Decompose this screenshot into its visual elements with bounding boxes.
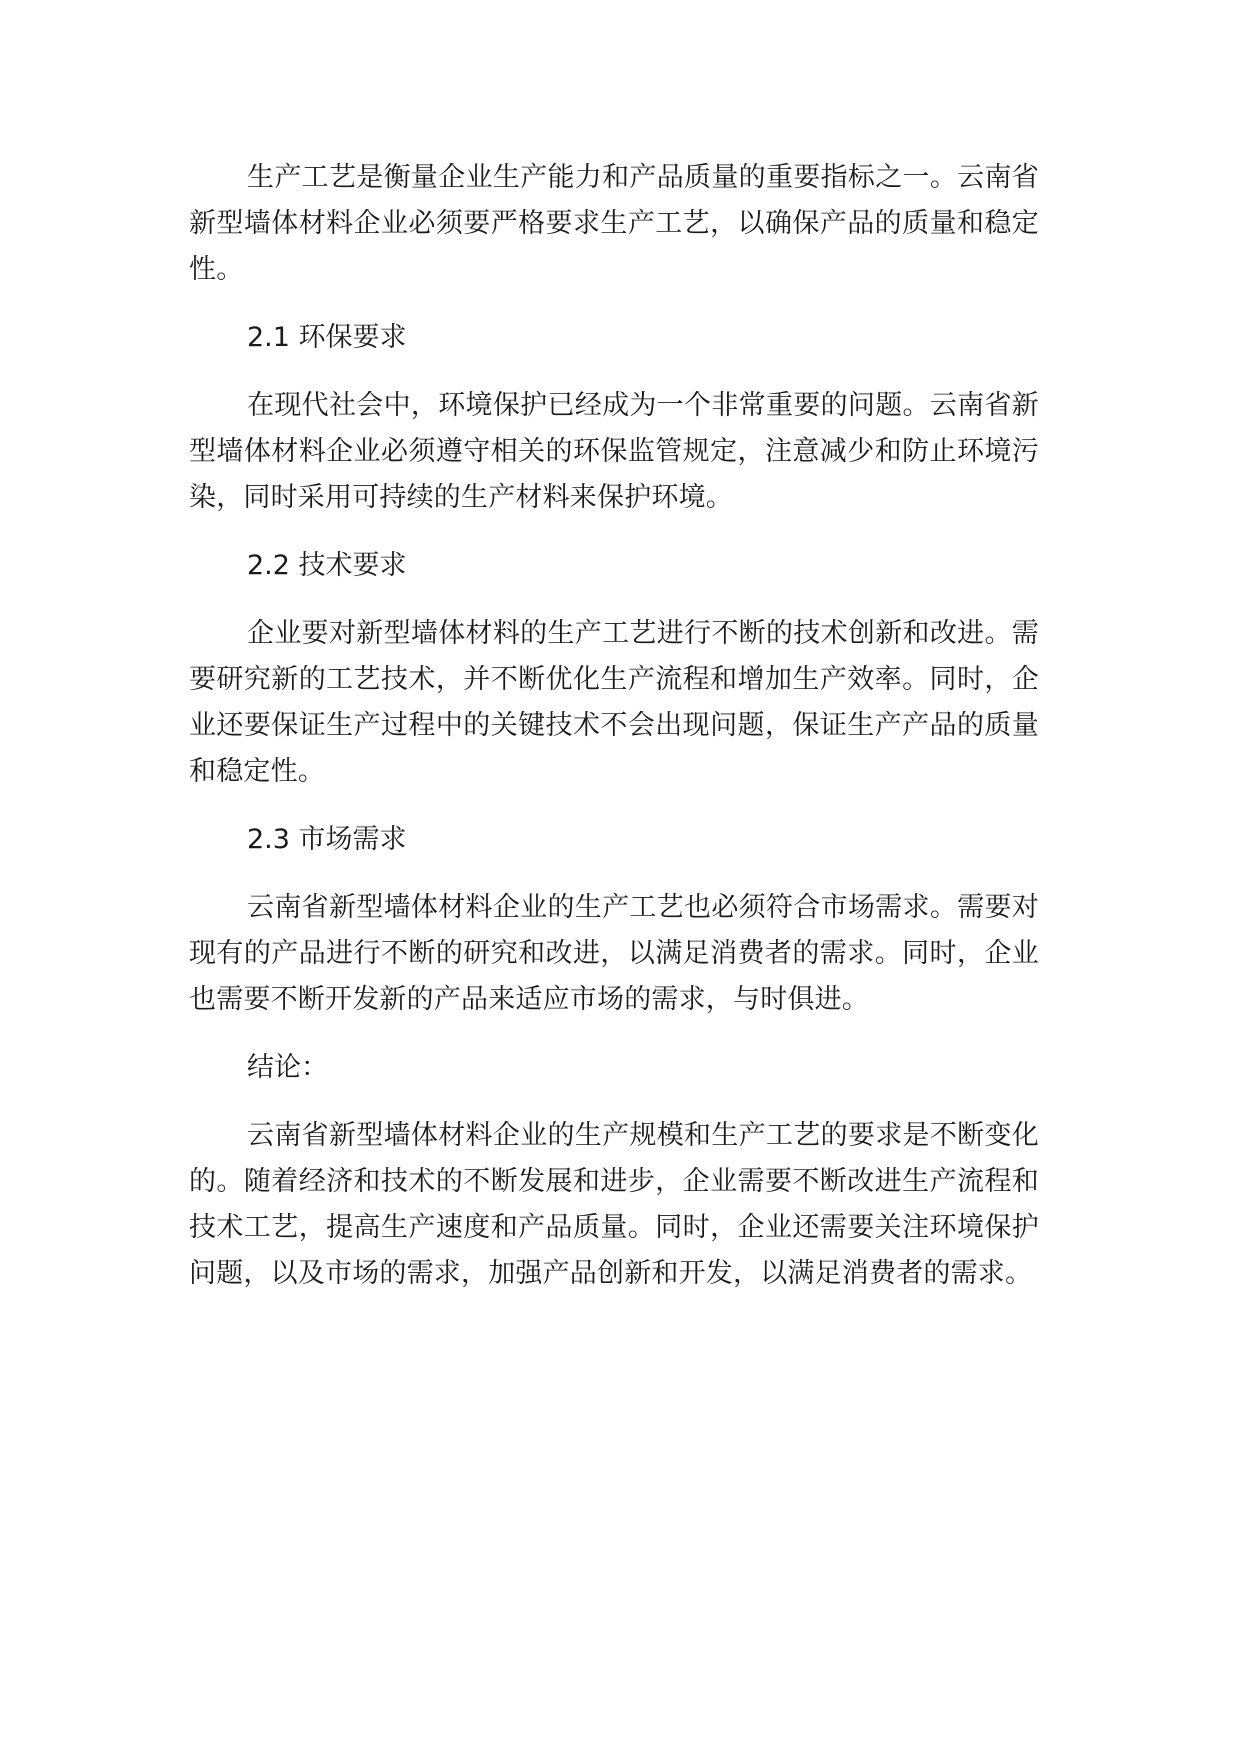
heading-environmental-requirements: 2.1 环保要求	[247, 322, 407, 353]
paragraph-conclusion: 云南省新型墙体材料企业的生产规模和生产工艺的要求是不断变化的。随着经济和技术的不断发展和进步，企业需要不断改进生产流程和技术工艺，提高生产速度和产品质量。同时，企业还需要关注环境保护问题，以及市场的需求，加强产品创新和开发，以满足消费者的需求。	[189, 1120, 1039, 1289]
document-page	[189, 155, 1039, 1319]
heading-technical-requirements: 2.2 技术要求	[247, 550, 407, 581]
paragraph-technical-requirements: 企业要对新型墙体材料的生产工艺进行不断的技术创新和改进。需要研究新的工艺技术，并不断优化生产流程和增加生产效率。同时，企业还要保证生产过程中的关键技术不会出现问题，保证生产产品的质量和稳定性。	[189, 618, 1039, 787]
paragraph-market-demand: 云南省新型墙体材料企业的生产工艺也必须符合市场需求。需要对现有的产品进行不断的研究和改进，以满足消费者的需求。同时，企业也需要不断开发新的产品来适应市场的需求，与时俱进。	[189, 892, 1039, 1015]
paragraph-production-process: 生产工艺是衡量企业生产能力和产品质量的重要指标之一。云南省新型墙体材料企业必须要严格要求生产工艺，以确保产品的质量和稳定性。	[189, 162, 1039, 285]
heading-conclusion: 结论：	[247, 1052, 328, 1083]
paragraph-environmental-requirements: 在现代社会中，环境保护已经成为一个非常重要的问题。云南省新型墙体材料企业必须遵守相关的环保监管规定，注意减少和防止环境污染，同时采用可持续的生产材料来保护环境。	[189, 390, 1039, 513]
heading-market-demand: 2.3 市场需求	[247, 824, 407, 855]
